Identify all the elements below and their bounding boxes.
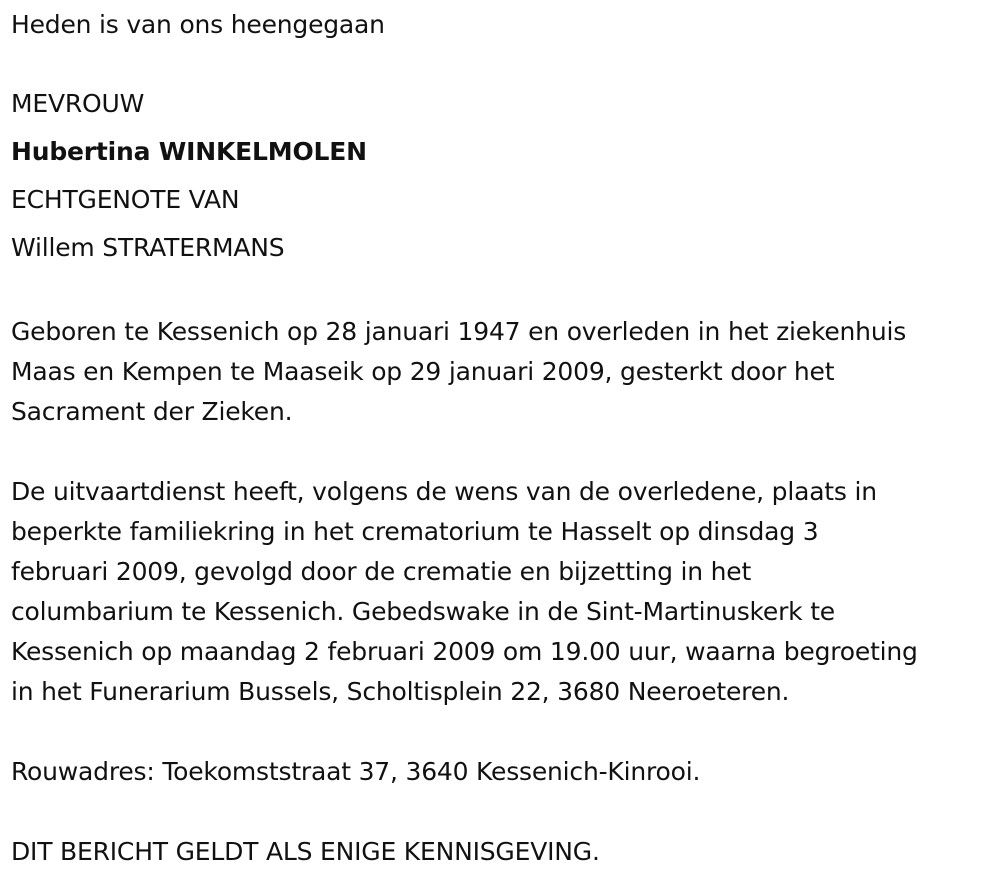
- spacer: [11, 712, 996, 752]
- paragraph-line: februari 2009, gevolgd door de crematie en bijzetting in het: [11, 557, 752, 586]
- obituary-document: [11, 5, 996, 872]
- spacer: [11, 792, 996, 832]
- deceased-name: Hubertina WINKELMOLEN: [11, 137, 367, 166]
- birth-death-paragraph: [11, 312, 996, 432]
- spacer: [11, 272, 996, 312]
- paragraph-line: Geboren te Kessenich op 28 januari 1947 en overleden in het ziekenhuis: [11, 317, 907, 346]
- paragraph-line: De uitvaartdienst heeft, volgens de wens van de overledene, plaats in: [11, 477, 877, 506]
- mourning-address: Rouwadres: Toekomststraat 37, 3640 Kessenich-Kinrooi.: [11, 757, 701, 786]
- deceased-block: [11, 80, 996, 272]
- paragraph-line: columbarium te Kessenich. Gebedswake in de Sint-Martinuskerk te: [11, 597, 835, 626]
- spacer: [11, 432, 996, 472]
- paragraph-line: Sacrament der Zieken.: [11, 397, 293, 426]
- funeral-paragraph: [11, 472, 996, 712]
- spacer: [11, 45, 996, 80]
- relation-label: ECHTGENOTE VAN: [11, 185, 240, 214]
- paragraph-line: beperkte familiekring in het crematorium te Hasselt op dinsdag 3: [11, 517, 819, 546]
- honorific: MEVROUW: [11, 89, 145, 118]
- paragraph-line: Maas en Kempen te Maaseik op 29 januari 2009, gesterkt door het: [11, 357, 835, 386]
- intro-line: Heden is van ons heengegaan: [11, 10, 385, 39]
- spouse-name: Willem STRATERMANS: [11, 233, 285, 262]
- paragraph-line: Kessenich op maandag 2 februari 2009 om 19.00 uur, waarna begroeting: [11, 637, 918, 666]
- paragraph-line: in het Funerarium Bussels, Scholtisplein 22, 3680 Neeroeteren.: [11, 677, 790, 706]
- notice-line: DIT BERICHT GELDT ALS ENIGE KENNISGEVING.: [11, 837, 600, 866]
